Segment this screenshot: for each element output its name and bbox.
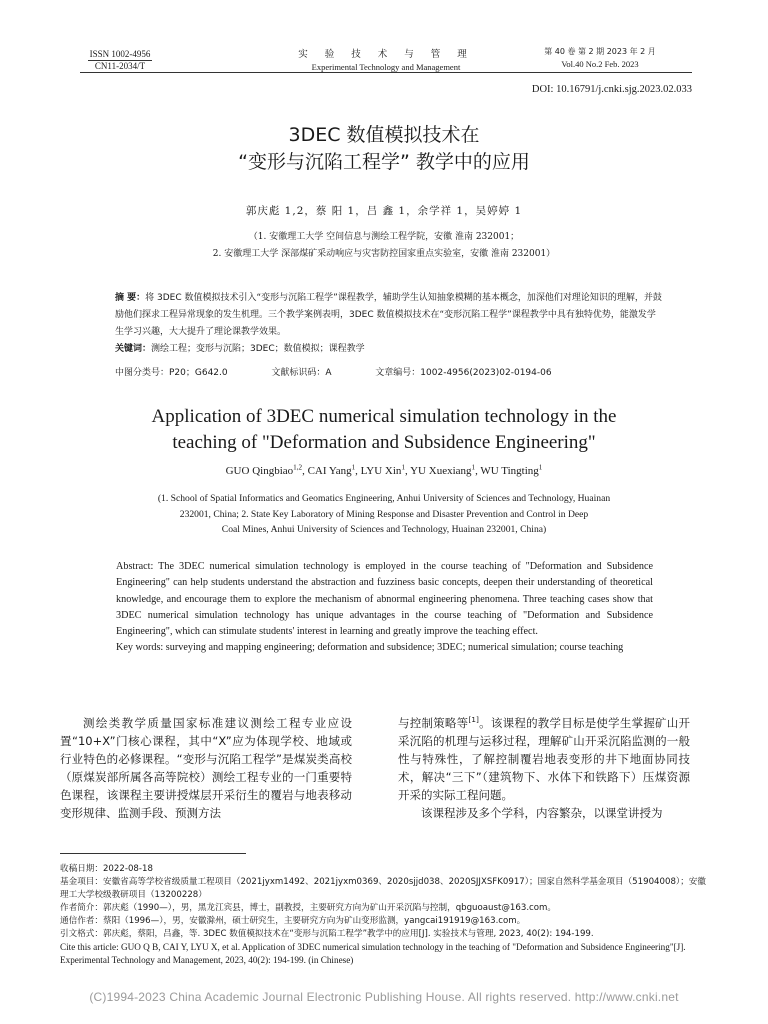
author-en-1: GUO Qingbiao (225, 465, 294, 477)
document-code: 文献标识码：A (271, 368, 332, 378)
body-paragraph-2: 该课程涉及多个学科，内容繁杂，以课堂讲授为 (421, 806, 663, 820)
author-en-3-sup: 1 (401, 463, 406, 472)
author-en-4: YU Xuexiang (410, 465, 472, 477)
journal-name-en: Experimental Technology and Management (311, 62, 461, 72)
header-rule (80, 72, 692, 73)
keywords-cn: 测绘工程；变形与沉陷；3DEC；数值模拟；课程教学 (151, 344, 365, 354)
abstract-en (116, 559, 653, 657)
journal-name-cn: 实 验 技 术 与 管 理 (298, 49, 474, 60)
issn: ISSN 1002-4956 (89, 49, 151, 59)
title-cn (0, 122, 768, 176)
footnote-rule (60, 853, 246, 854)
corresponding-author: 通信作者：蔡阳（1996—），男，安徽滁州，硕士研究生，主要研究方向为矿山变形监测，yangcai191919@163.com。 (60, 916, 526, 926)
title-cn-line2: “变形与沉陷工程学” 教学中的应用 (238, 151, 530, 173)
clc-number: 中图分类号：P20；G642.0 (115, 368, 228, 378)
reference-mark[interactable]: [1] (468, 715, 479, 725)
keywords-cn-label: 关键词： (115, 344, 152, 354)
article-number: 文章编号：1002-4956(2023)02-0194-06 (375, 368, 552, 378)
affiliation-en-3: Coal Mines, Anhui University of Sciences and Technology, Huainan 232001, China) (221, 524, 547, 535)
affiliation-cn-1: （1. 安徽理工大学 空间信息与测绘工程学院，安徽 淮南 232001； (248, 232, 520, 242)
author-en-2-sup: 1 (351, 463, 356, 472)
body-text: 与控制策略等 (398, 716, 469, 730)
doi: DOI: 10.16791/j.cnki.sjg.2023.02.033 (531, 84, 692, 95)
title-en-line1: Application of 3DEC numerical simulation technology in the (151, 406, 617, 427)
affiliation-en-2: 232001, China; 2. State Key Laboratory of Mining Response and Disaster Prevention and Control in Deep (179, 508, 589, 520)
author-info: 作者简介：郭庆彪（1990—），男，黑龙江宾县，博士，副教授，主要研究方向为矿山开采沉陷与控制，qbguoaust@163.com。 (60, 903, 557, 913)
abstract-cn-label: 摘 要： (115, 293, 146, 303)
journal-name (270, 46, 502, 72)
copyright-watermark: (C)1994-2023 China Academic Journal Electronic Publishing House. All rights reserved. http://www.cnki.net (89, 990, 679, 1004)
title-cn-line1: 3DEC 数值模拟技术在 (288, 124, 480, 146)
body-paragraph-1: 测绘类教学质量国家标准建议测绘工程专业应设置“10+X”门核心课程，其中“X”应为体现学校、地域或行业特色的必修课程。“变形与沉陷工程学”是煤炭类高校（原煤炭部所属各高等院校）测绘工程专业的一门重要特色课程，该课程主要讲授煤层开采衍生的覆岩与地表移动变形规律、监测手段、预测方法 (60, 716, 352, 820)
abstract-cn-text: 将 3DEC 数值模拟技术引入“变形与沉陷工程学”课程教学，辅助学生认知抽象模糊的基本概念，加深他们对理论知识的理解，并鼓励他们探求工程异常现象的发生机理。三个教学案例表明，3DEC 数值模拟技术在“变形沉陷工程学”课程教学中具有独特优势，能激发学生学习兴趣，大大提升了理论课教学效果。 (115, 293, 662, 337)
title-en (0, 404, 768, 456)
issn-block (88, 49, 152, 72)
citation-cn: 引文格式：郭庆彪，蔡阳，吕鑫，等. 3DEC 数值模拟技术在“变形与沉陷工程学”教学中的应用[J]. 实验技术与管理, 2023, 40(2): 194-199. (60, 929, 594, 939)
authors-cn: 郭庆彪 1,2，蔡 阳 1，吕 鑫 1，余学祥 1，吴婷婷 1 (245, 205, 523, 217)
keywords-en: Key words: surveying and mapping engineering; deformation and subsidence; 3DEC; numerical simulation; course teaching (116, 642, 624, 654)
abstract-en-text: Abstract: The 3DEC numerical simulation technology is employed in the course teaching of "Deformation and Subsidence Engineering" can help students understand the abstraction and fuzziness basic concepts, deepen their understanding of theoretical knowledge, and encourage them to explore the mechanism of abnormal engineering phenomena. Three teaching cases show that 3DEC numerical simulation technology has unique advantages in the course teaching of "Deformation and Subsidence Engineering", which can stimulate students' interest in learning and greatly improve the teaching effect. (116, 561, 653, 638)
author-en-1-sup: 1,2 (293, 463, 303, 472)
fund-info: 基金项目：安徽省高等学校省级质量工程项目（2021jyxm1492、2021jyxm0369、2020sjjd038、2020SJJXSFK0917）；国家自然科学基金项目（51904008）；安徽理工大学校级教研项目（13200228） (60, 877, 706, 900)
authors-en: GUO Qingbiao$^{1,2}$, CAI Yang$^1$, LYU Xin$^1$, YU Xuexiang$^1$, WU Tingting$^1$ (225, 463, 543, 477)
affiliation-en-1: (1. School of Spatial Informatics and Geomatics Engineering, Anhui University of Sciences and Technology, Huainan (157, 493, 611, 504)
body-column-right (398, 714, 690, 822)
affiliations-en (110, 491, 658, 538)
body-column-left (60, 714, 352, 822)
volume-en: Vol.40 No.2 Feb. 2023 (561, 59, 639, 69)
footnotes (60, 863, 710, 967)
cn-number: CN11-2034/T (94, 61, 146, 71)
author-en-4-sup: 1 (471, 463, 476, 472)
body-paragraph-1-cont (398, 714, 690, 804)
received-date: 收稿日期：2022-08-18 (60, 864, 153, 874)
body-text-rest: 。该课程的教学目标是使学生掌握矿山开采沉陷的机理与运移过程，理解矿山开采沉陷监测的一般性与特殊性，了解控制覆岩地表变形的井下地面协同技术，解决“三下”（建筑物下、水体下和铁路下）压煤资源开采的实际工程问题。 (398, 716, 691, 802)
affiliation-cn-2: 2. 安徽理工大学 深部煤矿采动响应与灾害防控国家重点实验室，安徽 淮南 232001） (212, 249, 556, 259)
classification-line (115, 365, 675, 378)
citation-en: Cite this article: GUO Q B, CAI Y, LYU X, et al. Application of 3DEC numerical simulation technology in the teaching of "Deformation and Subsidence Engineering"[J]. Experimental Technology and Management, 2023, 40(2): 194-199. (in Chinese) (60, 942, 686, 965)
author-en-2: CAI Yang (307, 465, 352, 477)
volume-info (540, 46, 660, 70)
affiliations-cn (0, 229, 768, 263)
volume-cn: 第 40 卷 第 2 期 2023 年 2 月 (544, 47, 656, 56)
author-en-5-sup: 1 (538, 463, 543, 472)
title-en-line2: teaching of "Deformation and Subsidence Engineering" (172, 432, 596, 453)
author-en-5: WU Tingting (480, 465, 539, 477)
abstract-cn (115, 290, 662, 358)
author-en-3: LYU Xin (360, 465, 402, 477)
